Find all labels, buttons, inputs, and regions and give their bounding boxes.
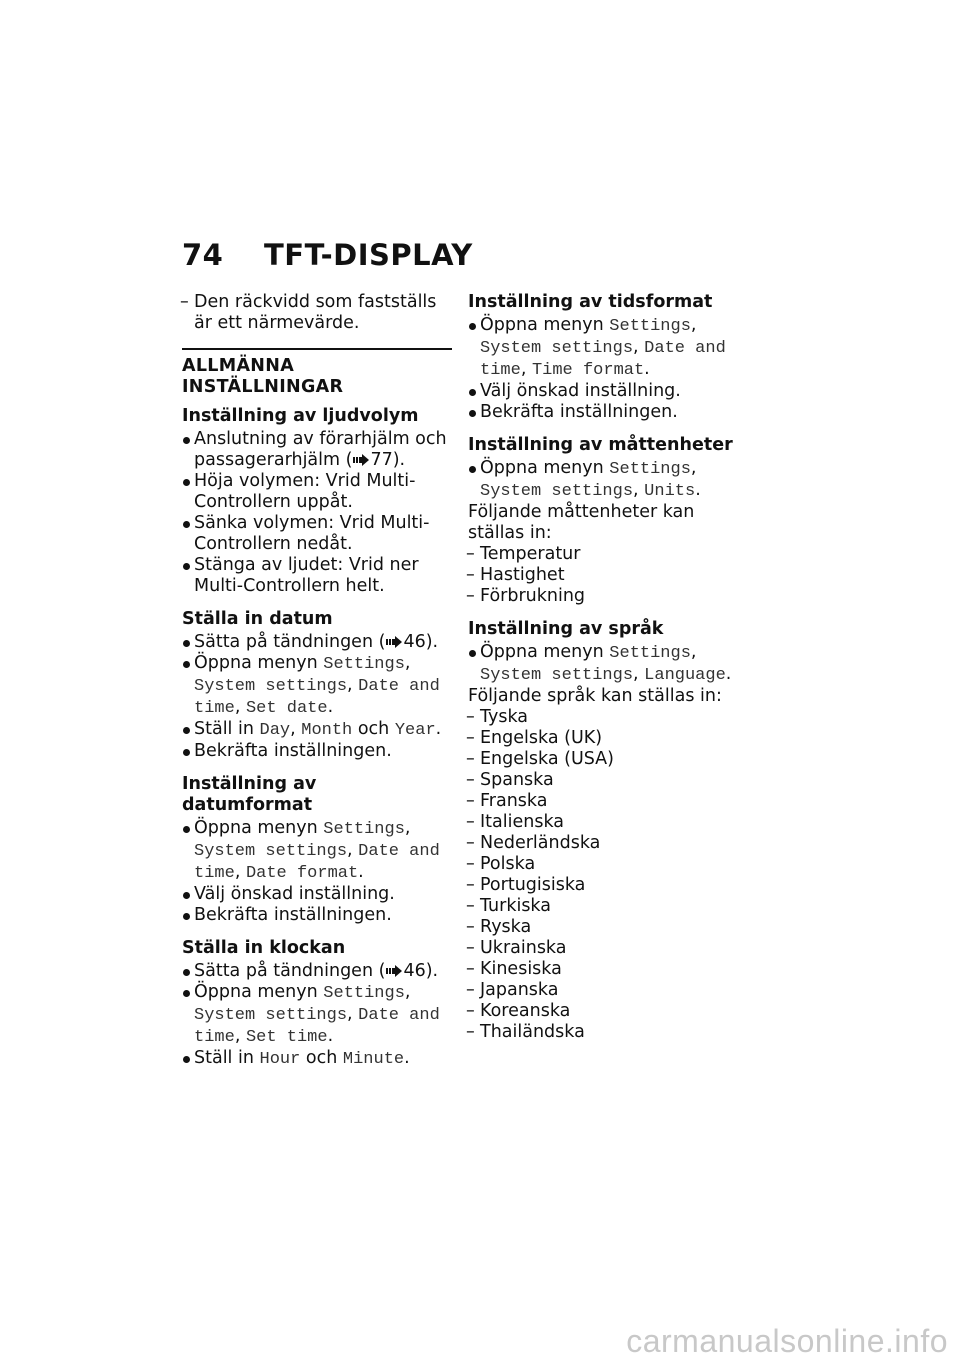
page-title: TFT-DISPLAY xyxy=(264,238,473,272)
page-reference-icon xyxy=(386,965,402,977)
list-item: Öppna menyn Settings, System settings, Date and time, Set date. xyxy=(182,653,452,719)
list-item: Bekräfta inställningen. xyxy=(182,905,452,926)
units-heading: Inställning av måttenheter xyxy=(468,435,733,455)
list-item: – Engelska (USA) xyxy=(468,749,740,770)
language-heading: Inställning av språk xyxy=(468,619,664,639)
units-paragraph: Följande måttenheter kan ställas in: xyxy=(468,502,695,543)
list-item: Sätta på tändningen ( 46). xyxy=(182,632,452,653)
menu-path: Day xyxy=(259,721,291,740)
left-column xyxy=(182,292,452,1070)
timeformat-heading: Inställning av tidsformat xyxy=(468,292,713,312)
language-paragraph: Följande språk kan ställas in: xyxy=(468,686,722,706)
menu-path: System settings xyxy=(480,666,634,685)
menu-path: Settings xyxy=(323,655,405,674)
list-item: – Tyska xyxy=(468,707,740,728)
menu-path: Settings xyxy=(609,644,691,663)
list-item: – Nederländska xyxy=(468,833,740,854)
watermark: carmanualsonline.info xyxy=(626,1323,948,1359)
section-title: ALLMÄNNA INSTÄLLNINGAR xyxy=(182,348,452,398)
list-item: Öppna menyn Settings, System settings, Date and time, Time format. xyxy=(468,315,740,381)
menu-path: Date and time xyxy=(194,1006,440,1047)
list-item: – Koreanska xyxy=(468,1001,740,1022)
list-item: – Turkiska xyxy=(468,896,740,917)
menu-path: System settings xyxy=(194,842,348,861)
list-item: – Spanska xyxy=(468,770,740,791)
date-heading: Ställa in datum xyxy=(182,609,333,629)
intro-dash-item: – Den räckvidd som fastställs är ett närmevärde. xyxy=(182,292,452,334)
menu-path: Hour xyxy=(259,1050,301,1069)
menu-path: Settings xyxy=(323,984,405,1003)
menu-path: Settings xyxy=(323,820,405,839)
list-item: Sänka volymen: Vrid Multi-Controllern nedåt. xyxy=(182,513,452,555)
list-item: Välj önskad inställning. xyxy=(182,884,452,905)
list-item: Stänga av ljudet: Vrid ner Multi-Controllern helt. xyxy=(182,555,452,597)
right-column xyxy=(468,292,740,1043)
list-item: – Thailändska xyxy=(468,1022,740,1043)
page-reference[interactable]: 46 xyxy=(403,961,426,981)
list-item: – Polska xyxy=(468,854,740,875)
menu-path: Set date xyxy=(245,699,328,718)
menu-path: Date and time xyxy=(194,677,440,718)
page-reference[interactable]: 46 xyxy=(403,632,426,652)
language-list xyxy=(468,707,740,1043)
list-item: – Portugisiska xyxy=(468,875,740,896)
menu-path: System settings xyxy=(194,1006,348,1025)
menu-path: System settings xyxy=(480,482,634,501)
menu-path: Date and time xyxy=(480,339,726,380)
list-item: Ställ in Hour och Minute. xyxy=(182,1048,452,1070)
menu-path: Language xyxy=(644,666,726,685)
list-item: Öppna menyn Settings, System settings, Date and time, Date format. xyxy=(182,818,452,884)
list-item: – Ryska xyxy=(468,917,740,938)
page-number: 74 xyxy=(182,238,224,272)
list-item: – Italienska xyxy=(468,812,740,833)
menu-path: System settings xyxy=(480,339,634,358)
menu-path: Date and time xyxy=(194,842,440,883)
menu-path: Time format xyxy=(531,361,645,380)
list-item: Sätta på tändningen ( 46). xyxy=(182,961,452,982)
menu-path: Minute xyxy=(342,1050,405,1069)
menu-path: Month xyxy=(301,721,353,740)
page-reference-icon xyxy=(353,454,369,466)
list-item: Höja volymen: Vrid Multi-Controllern uppåt. xyxy=(182,471,452,513)
list-item: – Temperatur xyxy=(468,544,740,565)
list-item: – Ukrainska xyxy=(468,938,740,959)
list-item: – Japanska xyxy=(468,980,740,1001)
list-item: Öppna menyn Settings, System settings, Units. xyxy=(468,458,740,502)
list-item: Ställ in Day, Month och Year. xyxy=(182,719,452,741)
list-item: Bekräfta inställningen. xyxy=(182,741,452,762)
menu-path: Year xyxy=(394,721,436,740)
page-reference[interactable]: 77 xyxy=(370,450,393,470)
list-item: – Kinesiska xyxy=(468,959,740,980)
volume-heading: Inställning av ljudvolym xyxy=(182,406,419,426)
list-item: – Förbrukning xyxy=(468,586,740,607)
page-reference-icon xyxy=(386,636,402,648)
menu-path: Set time xyxy=(245,1028,328,1047)
list-item: Anslutning av förarhjälm och passagerarhjälm ( 77). xyxy=(182,429,452,471)
clock-heading: Ställa in klockan xyxy=(182,938,346,958)
list-item: – Hastighet xyxy=(468,565,740,586)
list-item: Välj önskad inställning. xyxy=(468,381,740,402)
menu-path: Units xyxy=(644,482,696,501)
menu-path: Settings xyxy=(609,317,691,336)
dateformat-heading: Inställning av datumformat xyxy=(182,774,317,815)
menu-path: System settings xyxy=(194,677,348,696)
list-item: Bekräfta inställningen. xyxy=(468,402,740,423)
list-item: – Franska xyxy=(468,791,740,812)
list-item: Öppna menyn Settings, System settings, Date and time, Set time. xyxy=(182,982,452,1048)
menu-path: Date format xyxy=(245,864,359,883)
list-item: Öppna menyn Settings, System settings, Language. xyxy=(468,642,740,686)
menu-path: Settings xyxy=(609,460,691,479)
page-header xyxy=(182,238,473,272)
list-item: – Engelska (UK) xyxy=(468,728,740,749)
